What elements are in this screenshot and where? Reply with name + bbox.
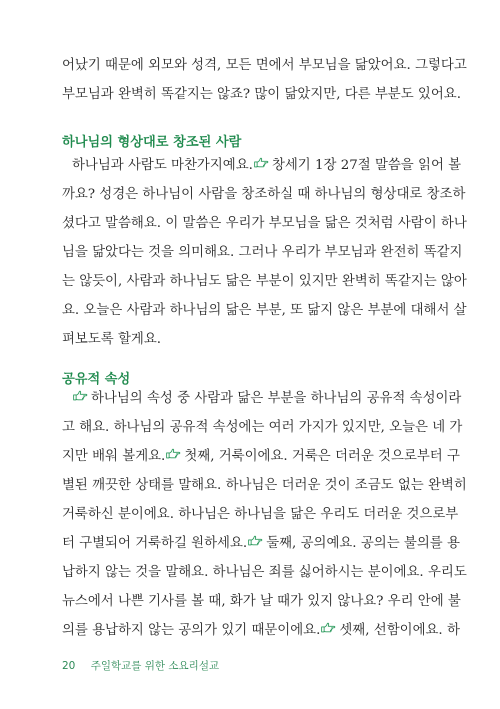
intro-paragraph — [62, 54, 467, 112]
text-line — [62, 445, 460, 474]
section2-paragraph — [62, 387, 467, 648]
text-segment: 터 구별되어 거룩하길 원하세요. — [62, 536, 248, 551]
text-line: 거룩하신 분이에요. 하나님은 하나님을 닮은 우리도 더러운 것으로부 — [62, 507, 459, 522]
book-title: 주일학교를 위한 소요리설교 — [90, 660, 220, 672]
text-line: 고 해요. 하나님의 공유적 속성에는 여러 가지가 있지만, 오늘은 네 가 — [62, 420, 463, 435]
text-line: 님을 닮았다는 것을 의미해요. 그러나 우리가 부모님과 완전히 똑같지 — [62, 245, 463, 260]
section-heading-image-of-god: 하나님의 형상대로 창조된 사람 — [62, 135, 242, 150]
text-segment: 둘째, 공의예요. 공의는 불의를 용 — [266, 536, 460, 551]
text-line: 펴보도록 할게요. — [62, 332, 162, 347]
page-number: 20 — [62, 660, 76, 672]
text-line: 부모님과 완벽히 똑같지는 않죠? 많이 닮았지만, 다른 부분도 있어요. — [62, 87, 461, 102]
text-line: 는 않듯이, 사람과 하나님도 닮은 부분이 있지만 완벽히 똑같지는 않아 — [62, 274, 467, 289]
text-line — [62, 532, 460, 561]
pointing-hand-icon — [248, 534, 263, 547]
text-line: 까요? 성경은 하나님이 사람을 창조하실 때 하나님의 형상대로 창조하 — [62, 187, 466, 202]
pointing-hand-icon — [254, 156, 269, 169]
text-segment: 창세기 1장 27절 말씀을 읽어 볼 — [271, 158, 462, 173]
text-line: 별된 깨끗한 상태를 말해요. 하나님은 더러운 것이 조금도 없는 완벽히 — [62, 478, 467, 493]
text-segment: 첫째, 거룩이에요. 거룩은 더러운 것으로부터 구 — [184, 449, 460, 464]
section-heading-communicable-attributes: 공유적 속성 — [62, 372, 131, 387]
pointing-hand-icon — [166, 447, 181, 460]
text-line: 어났기 때문에 외모와 성격, 모든 면에서 부모님을 닮았어요. 그렇다고 — [62, 58, 467, 73]
text-line: 요. 오늘은 사람과 하나님의 닮은 부분, 또 닮지 않은 부분에 대해서 살 — [62, 303, 467, 318]
text-segment: 하나님과 사람도 마찬가지예요. — [72, 158, 253, 173]
pointing-hand-icon — [321, 621, 336, 634]
page-footer — [62, 658, 219, 673]
text-segment: 지만 배워 볼게요. — [62, 449, 166, 464]
text-line: 납하지 않는 것을 말해요. 하나님은 죄를 싫어하시는 분이에요. 우리도 — [62, 565, 467, 580]
text-line — [62, 387, 462, 416]
text-line — [62, 619, 460, 648]
text-line — [62, 154, 462, 183]
section1-paragraph — [62, 154, 467, 357]
pointing-hand-icon — [73, 389, 88, 402]
text-segment: 하나님의 속성 중 사람과 닮은 부분을 하나님의 공유적 속성이라 — [91, 391, 462, 406]
text-segment: 셋째, 선함이에요. 하 — [339, 623, 460, 638]
text-segment: 의를 용납하지 않는 공의가 있기 때문이에요. — [62, 623, 321, 638]
text-line: 뉴스에서 나쁜 기사를 볼 때, 화가 날 때가 있지 않나요? 우리 안에 불 — [62, 594, 461, 609]
text-line: 셨다고 말씀해요. 이 말씀은 우리가 부모님을 닮은 것처럼 사람이 하나 — [62, 216, 467, 231]
